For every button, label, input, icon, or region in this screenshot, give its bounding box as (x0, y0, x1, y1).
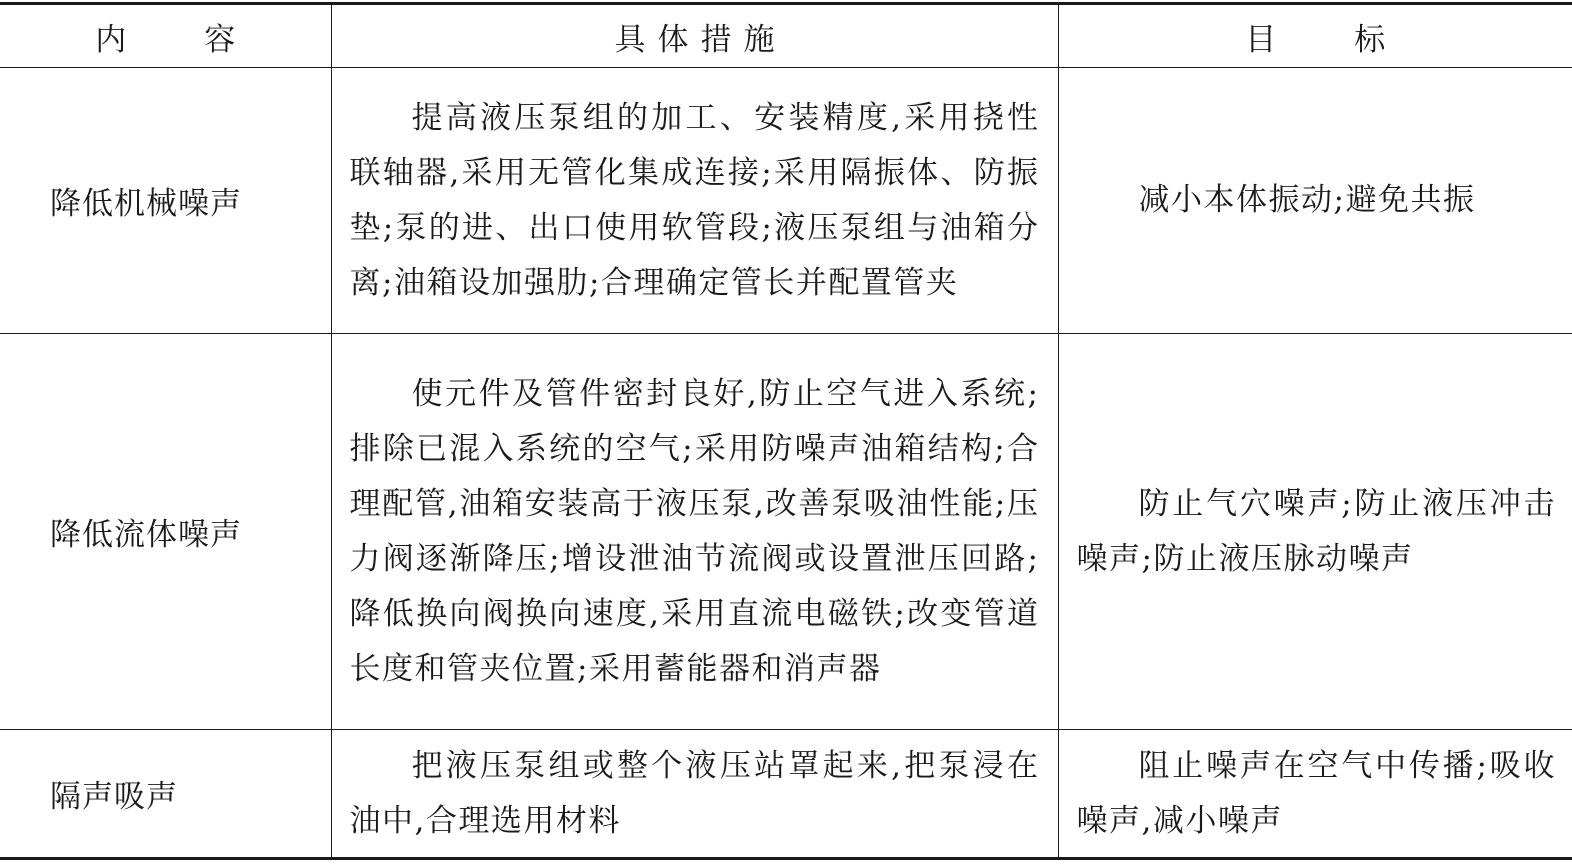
goal-text: 防止气穴噪声;防止液压冲击噪声;防止液压脉动噪声 (1076, 485, 1556, 577)
table-row (0, 334, 1572, 730)
cell-goal (1058, 730, 1572, 859)
cell-measures (331, 730, 1058, 859)
cell-goal (1058, 68, 1572, 334)
table-row (0, 730, 1572, 859)
header-measures: 具体措施 (331, 4, 1058, 68)
noise-control-table (0, 2, 1572, 860)
cell-measures (331, 68, 1058, 334)
measures-text: 使元件及管件密封良好,防止空气进入系统;排除已混入系统的空气;采用防噪声油箱结构;合理配管,油箱安装高于液压泵,改善泵吸油性能;压力阀逐渐降压;增设泄油节流阀或设置泄压回路;降低换向阀换向速度,采用直流电磁铁;改变管道长度和管夹位置;采用蓄能器和消声器 (349, 375, 1040, 687)
goal-text: 阻止噪声在空气中传播;吸收噪声,减小噪声 (1076, 747, 1556, 839)
table-row (0, 68, 1572, 334)
cell-content: 降低机械噪声 (0, 68, 331, 334)
cell-content: 降低流体噪声 (0, 334, 331, 730)
cell-measures (331, 334, 1058, 730)
table-header-row (0, 4, 1572, 68)
goal-text: 减小本体振动;避免共振 (1138, 182, 1476, 218)
header-goal: 目标 (1058, 4, 1572, 68)
header-content: 内容 (0, 4, 331, 68)
measures-text: 把液压泵组或整个液压站罩起来,把泵浸在油中,合理选用材料 (349, 747, 1040, 839)
cell-goal (1058, 334, 1572, 730)
cell-content: 隔声吸声 (0, 730, 331, 859)
measures-text: 提高液压泵组的加工、安装精度,采用挠性联轴器,采用无管化集成连接;采用隔振体、防振垫;泵的进、出口使用软管段;液压泵组与油箱分离;油箱设加强肋;合理确定管长并配置管夹 (349, 99, 1040, 301)
